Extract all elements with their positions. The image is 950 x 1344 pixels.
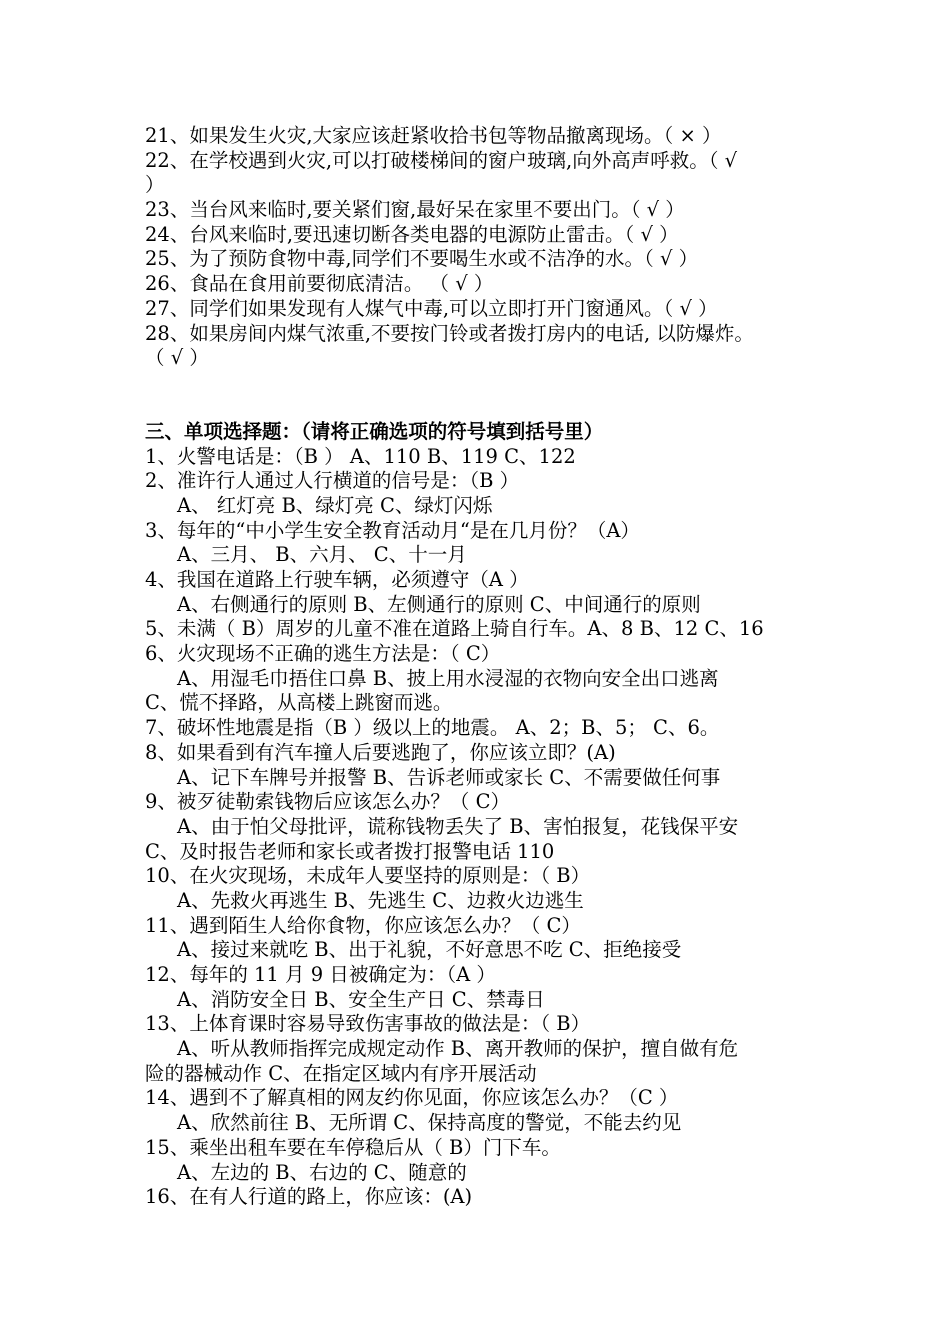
- choice-line: 3、每年的“中小学生安全教育活动月“是在几月份？（A）: [145, 518, 640, 542]
- judgement-item-28: 28、如果房间内煤气浓重,不要按门铃或者拨打房内的电话, 以防爆炸。: [145, 321, 754, 345]
- choice-options: A、 红灯亮 B、绿灯亮 C、绿灯闪烁: [177, 493, 493, 517]
- choice-line: C、慌不择路，从高楼上跳窗而逃。: [145, 691, 453, 715]
- judgement-item-22: 22、在学校遇到火灾,可以打破楼梯间的窗户玻璃,向外高声呼救。（ √: [145, 148, 738, 172]
- choice-options: A、消防安全日 B、安全生产日 C、禁毒日: [177, 987, 545, 1011]
- choice-options: A、先救火再逃生 B、先逃生 C、边救火边逃生: [177, 888, 584, 912]
- document-page: [145, 124, 835, 1210]
- choice-options: A、右侧通行的原则 B、左侧通行的原则 C、中间通行的原则: [177, 592, 701, 616]
- choice-line: 4、我国在道路上行驶车辆，必须遵守（A ）: [145, 568, 529, 591]
- judgement-item-24: 24、台风来临时,要迅速切断各类电器的电源防止雷击。（ √ ）: [145, 222, 679, 246]
- choice-line: 9、被歹徒勒索钱物后应该怎么办？（ C）: [145, 790, 511, 814]
- choice-line: 7、破坏性地震是指（B ）级以上的地震。 A、2；B、5； C、6。: [145, 716, 720, 740]
- choice-line: 险的器械动作 C、在指定区域内有序开展活动: [145, 1061, 537, 1085]
- judgement-item-21: 21、如果发生火灾,大家应该赶紧收拾书包等物品撤离现场。（ × ）: [145, 124, 722, 147]
- choice-options: A、欣然前往 B、无所谓 C、保持高度的警觉，不能去约见: [177, 1111, 682, 1135]
- choice-line: 12、每年的 11 月 9 日被确定为：（A ）: [145, 963, 496, 986]
- choice-options: A、左边的 B、右边的 C、随意的: [177, 1160, 467, 1184]
- choice-options: A、用湿毛巾捂住口鼻 B、披上用水浸湿的衣物向安全出口逃离: [177, 666, 719, 690]
- choice-options: A、三月、 B、六月、 C、十一月: [177, 543, 467, 567]
- judgement-item-22-continued: ）: [145, 173, 165, 197]
- judgement-item-27: 27、同学们如果发现有人煤气中毒,可以立即打开门窗通风。（ √ ）: [145, 296, 718, 320]
- choice-line: 8、如果看到有汽车撞人后要逃跑了，你应该立即？(A): [145, 740, 616, 764]
- choice-line: 11、遇到陌生人给你食物，你应该怎么办？（ C）: [145, 913, 581, 937]
- judgement-item-23: 23、当台风来临时,要关紧们窗,最好呆在家里不要出门。（ √ ）: [145, 198, 685, 222]
- choice-line: 14、遇到不了解真相的网友约你见面，你应该怎么办？（C ）: [145, 1086, 679, 1110]
- choice-line: 1、火警电话是：（B ） A、110 B、119 C、122: [145, 444, 576, 468]
- choice-list: [145, 445, 835, 1210]
- choice-options: A、由于怕父母批评，谎称钱物丢失了 B、害怕报复，花钱保平安: [177, 814, 739, 838]
- choice-line: 10、在火灾现场，未成年人要坚持的原则是：（ B）: [145, 864, 591, 888]
- choice-line: 2、准许行人通过人行横道的信号是：（B ）: [145, 469, 520, 493]
- judgement-item-26: 26、食品在食用前要彻底清洁。 （ √ ）: [145, 272, 494, 296]
- choice-line: 6、火灾现场不正确的逃生方法是：（ C）: [145, 642, 501, 666]
- judgement-list: [145, 124, 835, 371]
- choice-line: 16、在有人行道的路上，你应该：(A): [145, 1185, 473, 1209]
- judgement-item-28-continued: （ √ ）: [145, 346, 209, 370]
- choice-line: 13、上体育课时容易导致伤害事故的做法是：（ B）: [145, 1012, 591, 1036]
- section-spacer: [145, 371, 835, 420]
- choice-options: A、记下车牌号并报警 B、告诉老师或家长 C、不需要做任何事: [177, 765, 721, 789]
- section-heading: 三、单项选择题：（请将正确选项的符号填到括号里）: [145, 419, 604, 443]
- choice-line: 5、未满（ B）周岁的儿童不准在道路上骑自行车。A、8 B、12 C、16: [145, 617, 764, 641]
- choice-line: 15、乘坐出租车要在车停稳后从（ B）门下车。: [145, 1135, 561, 1159]
- choice-options: A、接过来就吃 B、出于礼貌，不好意思不吃 C、拒绝接受: [177, 938, 682, 962]
- judgement-item-25: 25、为了预防食物中毒,同学们不要喝生水或不洁净的水。（ √ ）: [145, 247, 699, 271]
- choice-line: C、及时报告老师和家长或者拨打报警电话 110: [145, 839, 555, 863]
- choice-options: A、听从教师指挥完成规定动作 B、离开教师的保护，擅自做有危: [177, 1037, 739, 1061]
